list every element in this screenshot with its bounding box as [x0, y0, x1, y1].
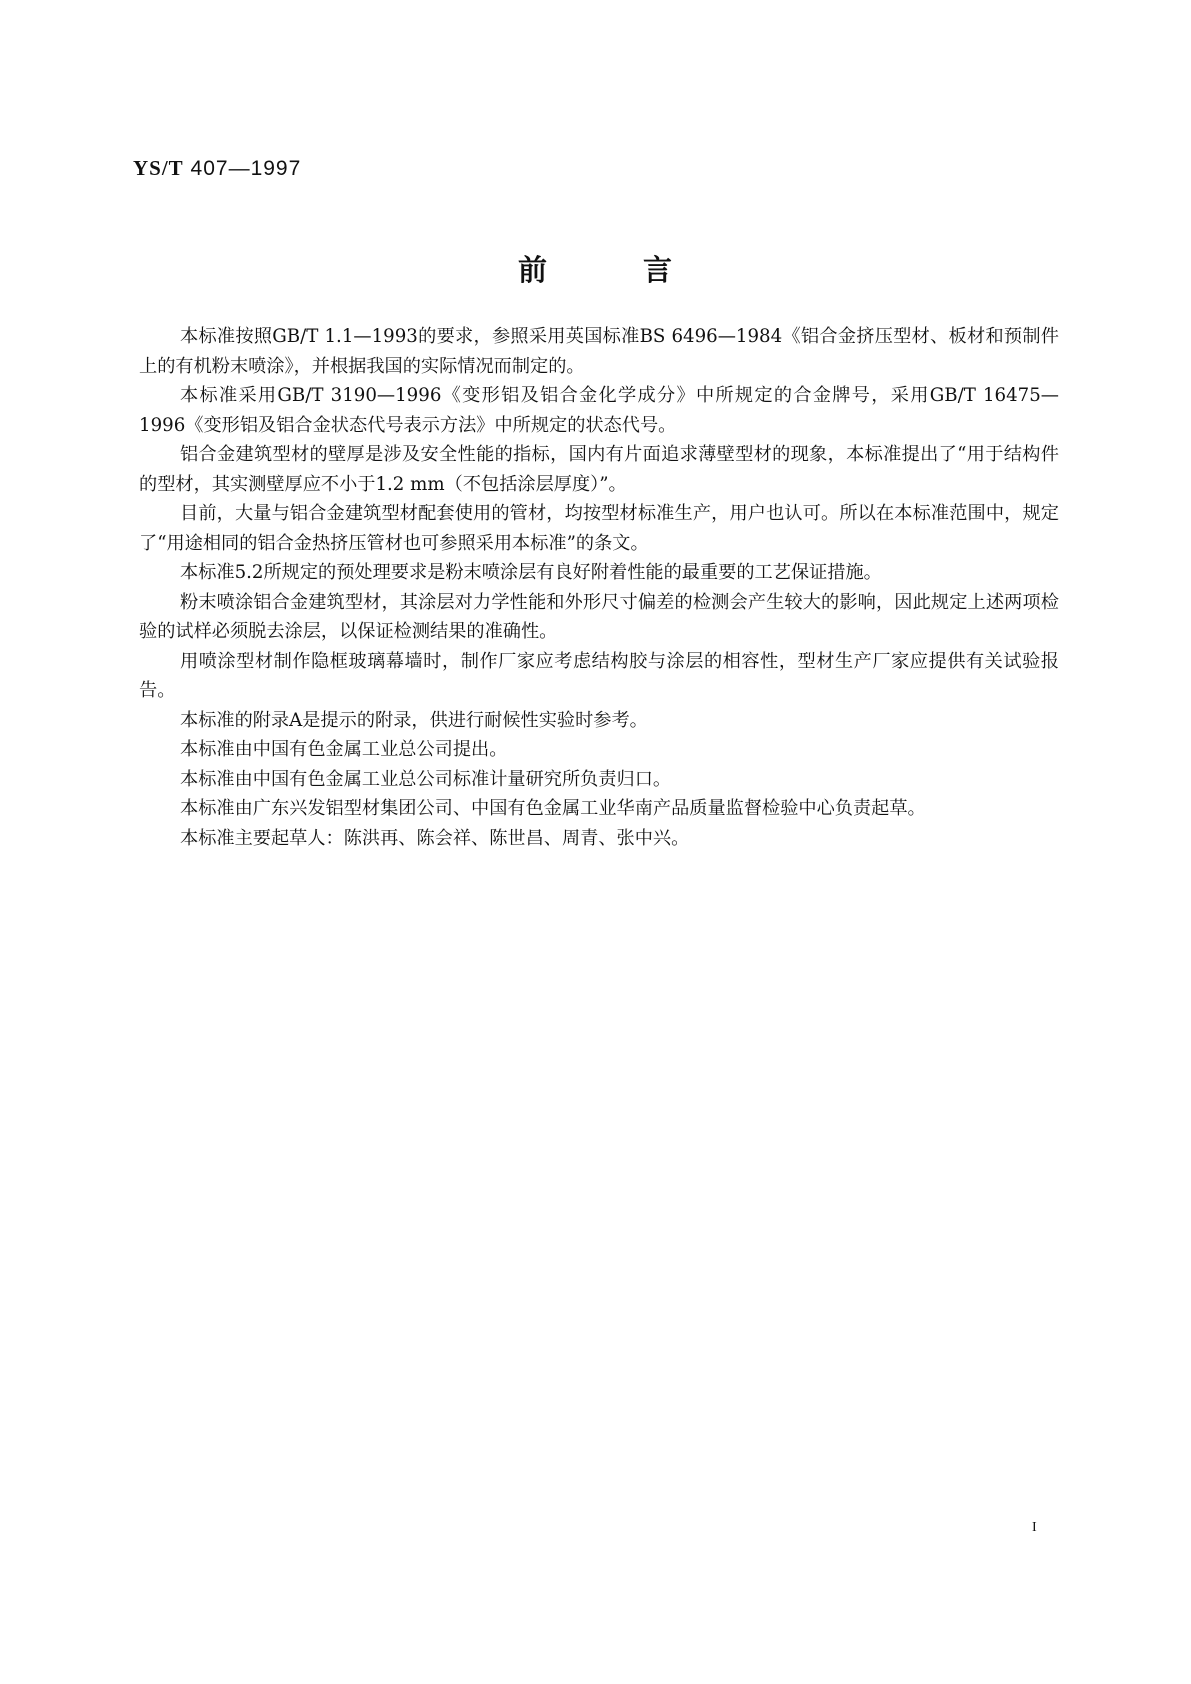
paragraph-5: 本标准5.2所规定的预处理要求是粉末喷涂层有良好附着性能的最重要的工艺保证措施。 — [180, 562, 882, 583]
page-number: I — [1032, 1520, 1037, 1535]
paragraph-9: 本标准由中国有色金属工业总公司提出。 — [180, 739, 508, 760]
paragraph-10: 本标准由中国有色金属工业总公司标准计量研究所负责归口。 — [180, 768, 672, 790]
page-title-char-1: 前 — [517, 253, 548, 287]
page-title-char-2: 言 — [643, 253, 674, 287]
paragraph-1: 本标准按照GB/T 1.1—1993的要求，参照采用英国标准BS 6496—1984《铝合金挤压型材、板材和预制件上的有机粉末喷涂》，并根据我国的实际情况而制定的。 — [139, 326, 1059, 377]
foreword-body — [139, 322, 1059, 853]
paragraph-7: 用喷涂型材制作隐框玻璃幕墙时，制作厂家应考虑结构胶与涂层的相容性，型材生产厂家应提供有关试验报告。 — [139, 650, 1059, 701]
page-title — [0, 248, 1191, 289]
document-code-prefix: YS/T — [133, 156, 184, 180]
paragraph-12: 本标准主要起草人：陈洪再、陈会祥、陈世昌、周青、张中兴。 — [180, 827, 690, 849]
paragraph-8: 本标准的附录A是提示的附录，供进行耐候性实验时参考。 — [180, 709, 648, 731]
document-code-number: 407—1997 — [190, 157, 302, 180]
paragraph-2: 本标准采用GB/T 3190—1996《变形铝及铝合金化学成分》中所规定的合金牌号，采用GB/T 16475—1996《变形铝及铝合金状态代号表示方法》中所规定的状态代号。 — [139, 385, 1059, 436]
paragraph-3: 铝合金建筑型材的壁厚是涉及安全性能的指标，国内有片面追求薄壁型材的现象，本标准提出了“用于结构件的型材，其实测壁厚应不小于1.2 mm（不包括涂层厚度）”。 — [139, 444, 1059, 495]
paragraph-4: 目前，大量与铝合金建筑型材配套使用的管材，均按型材标准生产，用户也认可。所以在本标准范围中，规定了“用途相同的铝合金热挤压管材也可参照采用本标准”的条文。 — [139, 503, 1059, 554]
document-code — [133, 156, 301, 181]
paragraph-6: 粉末喷涂铝合金建筑型材，其涂层对力学性能和外形尺寸偏差的检测会产生较大的影响，因此规定上述两项检验的试样必须脱去涂层，以保证检测结果的准确性。 — [139, 591, 1059, 642]
paragraph-11: 本标准由广东兴发铝型材集团公司、中国有色金属工业华南产品质量监督检验中心负责起草。 — [180, 798, 926, 819]
